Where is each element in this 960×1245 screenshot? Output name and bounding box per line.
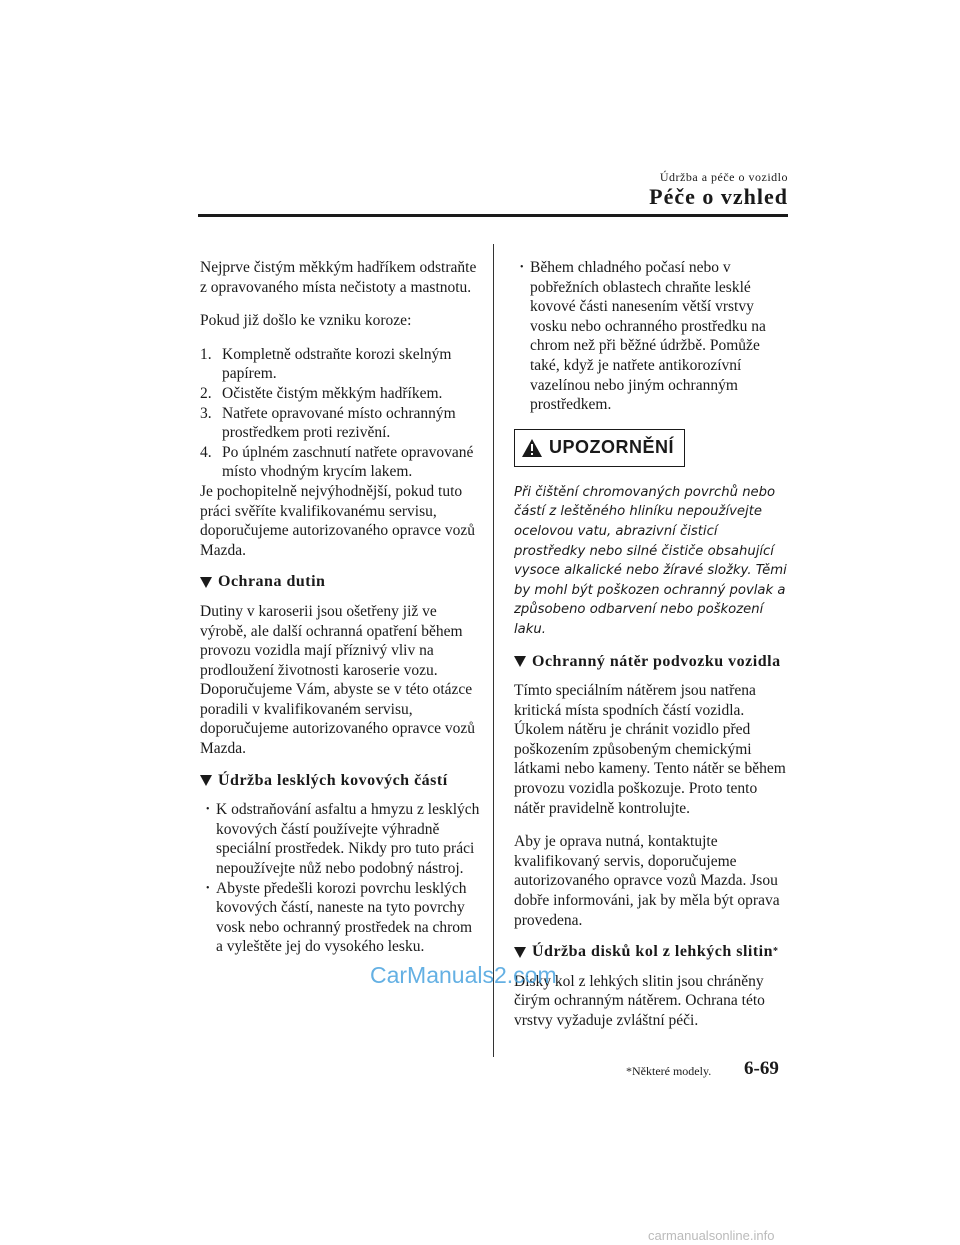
corrosion-intro: Pokud již došlo ke vzniku koroze:: [200, 312, 412, 330]
triangle-down-icon: [514, 947, 526, 958]
chapter-title: Údržba a péče o vozidlo: [659, 170, 788, 184]
list-item: • K odstraňování asfaltu a hmyzu z lesklých kovových částí používejte výhradně speciální prostředek. Nikdy pro tuto práci nepoužívejte nůž nebo podobný nástroj.: [206, 801, 480, 878]
header-rule: [198, 214, 788, 217]
intro-paragraph: Nejprve čistým měkkým hadříkem odstraňte z opravovaného místa nečistoty a mastnotu.: [200, 259, 477, 296]
wheels-paragraph: Disky kol z lehkých slitin jsou chráněny čirým ochranným nátěrem. Ochrana této vrstvy vyžaduje zvláštní péči.: [514, 972, 765, 1029]
list-item: • Abyste předešli korozi povrchu lesklých kovových částí, naneste na tyto povrchy vosk nebo ochranný prostředek na chrom a vyleštěte jej do vysokého lesku.: [206, 879, 473, 956]
list-item: 3. Natřete opravované místo ochranným prostředkem proti rezivění.: [200, 404, 456, 442]
triangle-down-icon: [200, 577, 212, 588]
left-column: [200, 258, 480, 957]
warning-box: [514, 429, 685, 467]
page-title: Péče o vzhled: [649, 184, 788, 209]
bullet-icon: •: [206, 804, 210, 816]
footnote-mark: *: [773, 946, 779, 958]
list-item: 4. Po úplném zaschnutí natřete opravované místo vhodným krycím lakem.: [200, 443, 474, 481]
service-paragraph: Je pochopitelně nejvýhodnější, pokud tuto práci svěříte kvalifikovanému servisu, doporučujeme autorizovaného opravce vozů Mazda.: [200, 482, 476, 559]
column-divider: [493, 244, 494, 1057]
section-heading-wheels: Údržba disků kol z lehkých slitin *: [514, 942, 790, 962]
warning-label: UPOZORNĚNÍ: [549, 436, 675, 457]
section-heading-metal: Údržba lesklých kovových částí: [200, 771, 480, 791]
source-url: carmanualsonline.info: [648, 1228, 775, 1243]
footnote: *Některé modely.: [626, 1064, 712, 1078]
warning-triangle-icon: [521, 438, 543, 458]
section-heading-underbody: Ochranný nátěr podvozku vozidla: [514, 652, 790, 672]
warning-text: Při čištění chromovaných povrchů nebo částí z leštěného hliníku nepoužívejte ocelovou vatu, abrazivní čisticí prostředky nebo silné čističe obsahující vysoce alkalické nebo žíravé složky. Těmi by mohl být poškozen ochranný povlak a způsobeno odbarvení nebo poškození laku.: [514, 484, 787, 637]
list-item: • Během chladného počasí nebo v pobřežních oblastech chraňte lesklé kovové části nanesením větší vrstvy vosku nebo ochranného prostředku na chrom než při běžné údržbě. Pomůže také, když je natřete antikorozívní vazelínou nebo jiným ochranným prostředkem.: [520, 259, 766, 414]
right-column: [514, 258, 790, 1031]
triangle-down-icon: [200, 775, 212, 786]
triangle-down-icon: [514, 656, 526, 667]
list-item: 2. Očistěte čistým měkkým hadříkem.: [200, 384, 443, 402]
section-heading-cavities: Ochrana dutin: [200, 572, 480, 592]
bullet-icon: •: [206, 882, 210, 894]
page-number: 6-69: [744, 1058, 779, 1079]
list-item: 1. Kompletně odstraňte korozi skelným papírem.: [200, 345, 452, 383]
watermark: CarManuals2.com: [370, 962, 557, 988]
underbody-paragraph: Tímto speciálním nátěrem jsou natřena kritická místa spodních částí vozidla. Úkolem nátěru je chránit vozidlo před poškozením způsobeným chemickými látkami nebo kameny. Tento nátěr se během provozu vozidla poškozuje. Proto tento nátěr pravidelně kontrolujte.: [514, 682, 786, 817]
repair-paragraph: Aby je oprava nutná, kontaktujte kvalifikovaný servis, doporučujeme autorizovaného opravce vozů Mazda. Jsou dobře informováni, jak by měla být oprava provedena.: [514, 833, 780, 929]
bullet-icon: •: [520, 262, 524, 273]
cavities-paragraph: Dutiny v karoserii jsou ošetřeny již ve výrobě, ale další ochranná opatření během provozu vozidla mají příznivý vliv na prodloužení životnosti karoserie vozu. Doporučujeme Vám, abyste se v této otázce poradili v kvalifikovaném servisu, doporučujeme autorizovaného opravce vozů Mazda.: [200, 602, 476, 758]
steps-list: [200, 345, 480, 482]
